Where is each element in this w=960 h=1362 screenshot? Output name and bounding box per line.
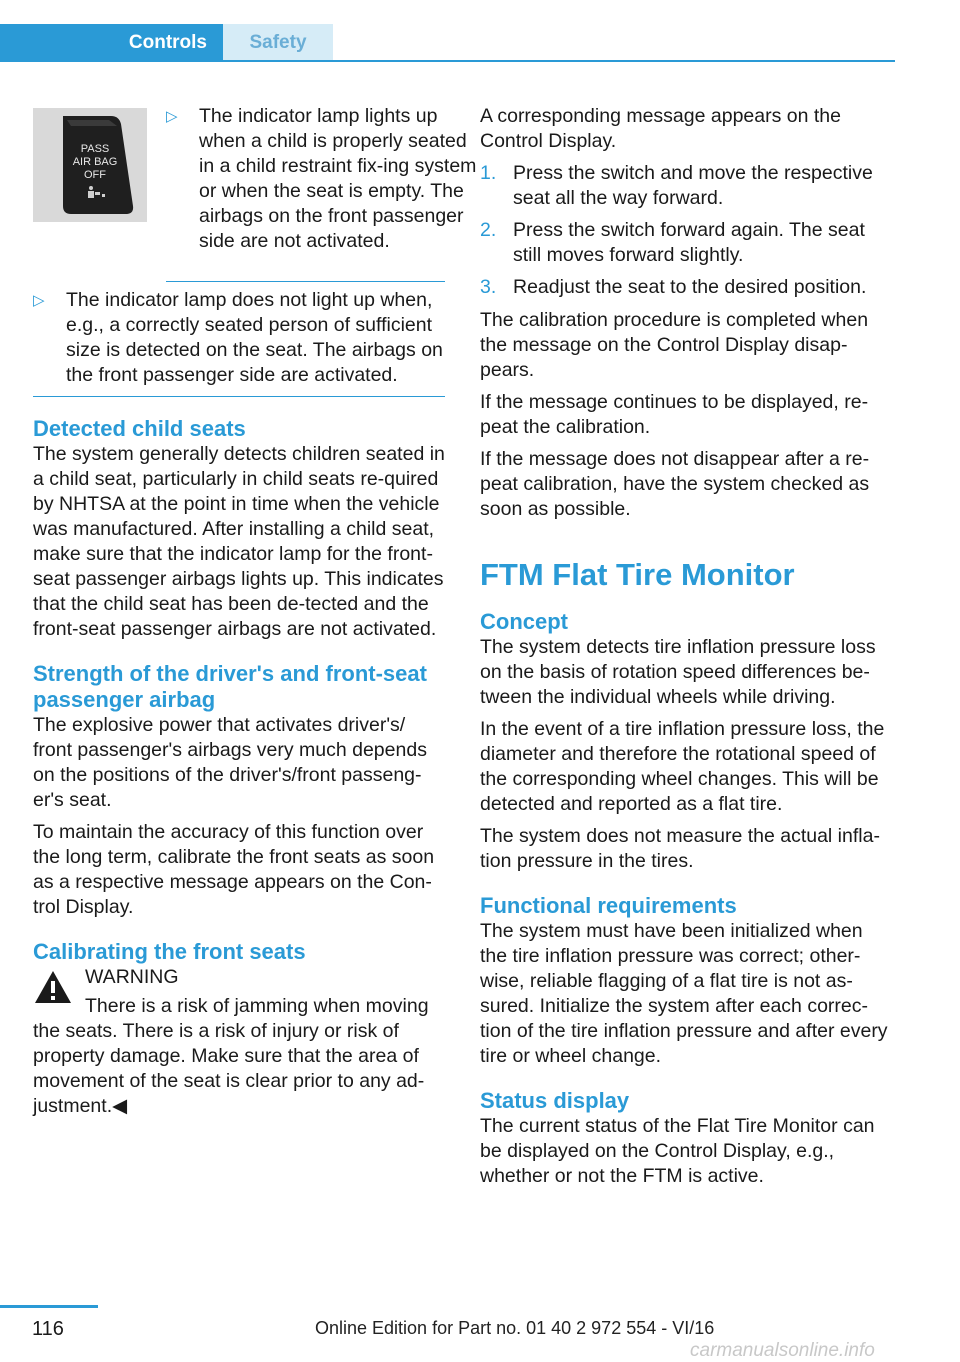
indicator-label-line-2: AIR BAG bbox=[72, 156, 118, 168]
heading-ftm-flat-tire-monitor: FTM Flat Tire Monitor bbox=[480, 557, 795, 592]
triangle-bullet-icon: ▷ bbox=[33, 292, 45, 309]
list-item: 2. Press the switch forward again. The seat still moves forward slightly. bbox=[480, 219, 865, 266]
paragraph: The system detects tire inflation pressure loss on the basis of rotation speed differences be-tween the individual wheels while driving. bbox=[480, 636, 876, 708]
triangle-bullet-icon: ▷ bbox=[166, 108, 178, 125]
list-item: 3. Readjust the seat to the desired position. bbox=[480, 276, 867, 298]
paragraph: The system does not measure the actual infla-tion pressure in the tires. bbox=[480, 825, 880, 872]
passenger-airbag-off-indicator-image bbox=[33, 108, 147, 222]
heading-concept: Concept bbox=[480, 609, 568, 634]
edition-footer: Online Edition for Part no. 01 40 2 972 554 - VI/16 bbox=[315, 1318, 715, 1338]
left-column bbox=[33, 104, 477, 1119]
header-tabs bbox=[0, 24, 895, 62]
heading-detected-child-seats: Detected child seats bbox=[33, 416, 246, 441]
paragraph: The system must have been initialized when the tire inflation pressure was correct; other-wise, reliable flagging of a flat tire is not as-sured. Initialize the system after each correc-tion of the tire inflation pressure and after every tire or wheel change. bbox=[480, 920, 888, 1067]
paragraph: The calibration procedure is completed when the message on the Control Display disap-pears. bbox=[480, 309, 869, 381]
indicator-row bbox=[33, 104, 477, 282]
tab-safety[interactable]: Safety bbox=[223, 24, 333, 60]
warning-title: WARNING bbox=[85, 966, 179, 988]
paragraph: The system generally detects children seated in a child seat, particularly in child seats re-quired by NHTSA at the point in time when the vehicle was manufactured. After installing a child seat, make sure that the indicator lamp for the front-seat passenger airbags lights up. This indicates that the child seat has been de-tected and the front-seat passenger airbags are not activated. bbox=[33, 443, 445, 640]
warning-text: There is a risk of jamming when moving the seats. There is a risk of injury or risk of property damage. Make sure that the area of movement of the seat is clear prior to any ad-justment.◀ bbox=[33, 995, 429, 1117]
footer-accent-line bbox=[0, 1305, 98, 1308]
page-number: 116 bbox=[32, 1318, 64, 1340]
bullet-lamp-lights-up: ▷ The indicator lamp lights up when a child is properly seated in a child restraint fix-ing system or when the seat is empty. The airbags on the front passenger side are not activated. bbox=[166, 105, 477, 252]
indicator-label-line-3: OFF bbox=[84, 169, 106, 181]
paragraph: A corresponding message appears on the Control Display. bbox=[480, 105, 841, 152]
warning-triangle-icon bbox=[33, 969, 73, 1005]
paragraph: The current status of the Flat Tire Monitor can be displayed on the Control Display, e.g., whether or not the FTM is active. bbox=[480, 1115, 875, 1187]
divider bbox=[166, 281, 445, 282]
watermark: carmanualsonline.info bbox=[690, 1340, 875, 1361]
paragraph: To maintain the accuracy of this function over the long term, calibrate the front seats as soon as a respective message appears on the Con-trol Display. bbox=[33, 821, 435, 918]
warning-block bbox=[33, 965, 445, 1119]
heading-airbag-strength: Strength of the driver's and front-seat passenger airbag bbox=[33, 661, 427, 712]
paragraph: The explosive power that activates driver's/ front passenger's airbags very much depends on the positions of the driver's/front passeng-er's seat. bbox=[33, 714, 427, 811]
paragraph: In the event of a tire inflation pressure loss, the diameter and therefore the rotational speed of the corresponding wheel changes. This will be detected and reported as a flat tire. bbox=[480, 718, 885, 815]
heading-status-display: Status display bbox=[480, 1088, 630, 1113]
right-column bbox=[480, 104, 892, 1196]
divider bbox=[33, 396, 445, 397]
bullet-lamp-not-lit: ▷ The indicator lamp does not light up when, e.g., a correctly seated person of sufficient size is detected on the seat. The airbags on the front passenger side are activated. bbox=[33, 289, 443, 386]
list-item: 1. Press the switch and move the respective seat all the way forward. bbox=[480, 162, 873, 209]
indicator-label-line-1: PASS bbox=[80, 143, 110, 155]
heading-functional-requirements: Functional requirements bbox=[480, 893, 737, 918]
paragraph: If the message does not disappear after a re-peat calibration, have the system checked as soon as possible. bbox=[480, 448, 870, 520]
paragraph: If the message continues to be displayed, re-peat the calibration. bbox=[480, 391, 869, 438]
heading-calibrating-front-seats: Calibrating the front seats bbox=[33, 939, 306, 964]
tab-controls[interactable]: Controls bbox=[0, 24, 223, 60]
calibration-steps bbox=[480, 161, 892, 300]
